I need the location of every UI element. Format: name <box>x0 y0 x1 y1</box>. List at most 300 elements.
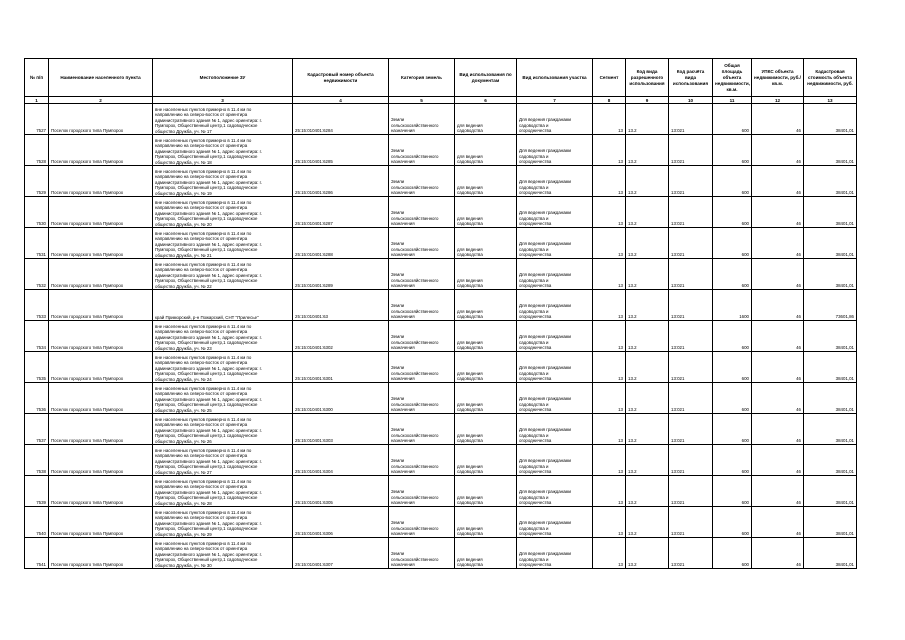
upks: 46 <box>752 414 804 445</box>
plot-use-line: садоводства и <box>519 308 549 314</box>
table-row <box>25 507 857 538</box>
cadastral-number: 25:15:010401:6300 <box>293 383 389 414</box>
table-body <box>25 104 857 569</box>
documented-use-line: садоводства <box>457 314 483 320</box>
location-line: общество Дружба, уч. № 26 <box>155 438 212 444</box>
plot-use <box>517 259 593 290</box>
cadastral-number: 25:15:010401:6303 <box>293 414 389 445</box>
land-category-line: сельскохозяйственного <box>391 308 439 314</box>
land-category <box>389 321 455 352</box>
plot-use-line: Для ведения гражданами <box>519 272 572 278</box>
plot-use-line: Для ведения гражданами <box>519 520 572 526</box>
plot-use-line: садоводства и <box>519 122 549 128</box>
land-category <box>389 352 455 383</box>
documented-use <box>455 259 517 290</box>
location <box>153 507 293 538</box>
header-cell: Вид использования участка <box>517 59 593 97</box>
town-name: Поселок городского типа Пумпорох <box>49 476 153 507</box>
column-number-row <box>25 97 857 104</box>
land-category-line: Земли <box>391 396 405 402</box>
header-cell: Сегмент <box>593 59 626 97</box>
plot-use-line: огородничества <box>519 252 552 258</box>
location-line: направлению на северо-восток от ориентира <box>155 112 248 118</box>
plot-use <box>517 228 593 259</box>
location-line: общество Дружба, уч. № 30 <box>155 562 212 568</box>
town-name: Поселок городского типа Пумпорох <box>49 259 153 290</box>
location-line: Пумпорох, Общественный центр,1 садоводческое <box>155 154 258 160</box>
plot-use-line: садоводства и <box>519 277 549 283</box>
calc-code: 13:021 <box>669 259 713 290</box>
location-line: направлению на северо-восток от ориентира <box>155 267 248 273</box>
documented-use <box>455 197 517 228</box>
cadastral-number: 25:15:010401:6284 <box>293 104 389 135</box>
use-code: 13.2 <box>626 538 669 569</box>
town-name: Поселок городского типа Пумпорох <box>49 383 153 414</box>
row-number: 7528 <box>25 135 49 166</box>
town-name: Поселок городского типа Пумпорох <box>49 414 153 445</box>
upks: 46 <box>752 321 804 352</box>
documented-use <box>455 445 517 476</box>
plot-use-line: Для ведения гражданами <box>519 427 572 433</box>
location-line: направлению на северо-восток от ориентира <box>155 453 248 459</box>
cadastral-cost: 38401,01 <box>804 445 857 476</box>
header-cell: Вид использования по документам <box>455 59 517 97</box>
plot-use <box>517 414 593 445</box>
documented-use-line: для ведения <box>457 184 483 190</box>
location-line: административного здания № 1, адрес ориентира: г. <box>155 427 262 433</box>
plot-use-line: огородничества <box>519 283 552 289</box>
land-category-line: назначения <box>391 407 415 413</box>
plot-use-line: огородничества <box>519 469 552 475</box>
plot-use-line: огородничества <box>519 345 552 351</box>
plot-use-line: Для ведения гражданами <box>519 179 572 185</box>
calc-code: 13:021 <box>669 321 713 352</box>
header-cell: Наименование населенного пункта <box>49 59 153 97</box>
documented-use-line: для ведения <box>457 370 483 376</box>
plot-use-line: Для ведения гражданами <box>519 489 572 495</box>
table-row <box>25 476 857 507</box>
table-row <box>25 352 857 383</box>
land-category <box>389 383 455 414</box>
calc-code: 13:021 <box>669 228 713 259</box>
plot-use-line: Для ведения гражданами <box>519 396 572 402</box>
documented-use-line: садоводства <box>457 283 483 289</box>
plot-use-line: огородничества <box>519 438 552 444</box>
town-name: Поселок городского типа Пумпорох <box>49 166 153 197</box>
cadastral-number: 25:15:010401:6288 <box>293 228 389 259</box>
upks: 46 <box>752 228 804 259</box>
column-number: 5 <box>389 97 455 104</box>
upks: 46 <box>752 166 804 197</box>
area: 600 <box>713 538 752 569</box>
town-name: Поселок городского типа Пумпорох <box>49 445 153 476</box>
location-line: Пумпорох, Общественный центр,1 садоводческое <box>155 247 258 253</box>
row-number: 7536 <box>25 383 49 414</box>
documented-use <box>455 352 517 383</box>
land-category-line: сельскохозяйственного <box>391 122 439 128</box>
land-category-line: сельскохозяйственного <box>391 370 439 376</box>
area: 600 <box>713 259 752 290</box>
location-line: общество Дружба, уч. № 25 <box>155 407 212 413</box>
use-code: 13.2 <box>626 135 669 166</box>
cadastral-cost: 38401,01 <box>804 321 857 352</box>
cadastral-cost: 38401,01 <box>804 538 857 569</box>
upks: 46 <box>752 135 804 166</box>
upks: 46 <box>752 259 804 290</box>
land-category-line: Земли <box>391 458 405 464</box>
location-line: Пумпорох, Общественный центр,1 садоводческое <box>155 185 258 191</box>
documented-use-line: для ведения <box>457 308 483 314</box>
location-line: вне населенных пунктов примерно в 11.4 км по <box>155 478 252 484</box>
upks: 46 <box>752 476 804 507</box>
column-number: 8 <box>593 97 626 104</box>
land-category-line: назначения <box>391 562 415 568</box>
segment: 13 <box>593 197 626 228</box>
documented-use <box>455 476 517 507</box>
row-number: 7533 <box>25 290 49 321</box>
location-line: вне населенных пунктов примерно в 11.4 км по <box>155 261 252 267</box>
column-number: 4 <box>293 97 389 104</box>
location-line: административного здания № 1, адрес ориентира: г. <box>155 210 262 216</box>
segment: 13 <box>593 414 626 445</box>
cadastral-cost: 38401,01 <box>804 476 857 507</box>
plot-use <box>517 445 593 476</box>
land-category-line: сельскохозяйственного <box>391 215 439 221</box>
location <box>153 228 293 259</box>
location-line: вне населенных пунктов примерно в 11.4 км по <box>155 106 252 112</box>
row-number: 7540 <box>25 507 49 538</box>
table-row <box>25 290 857 321</box>
documented-use-line: для ведения <box>457 339 483 345</box>
use-code: 13.2 <box>626 290 669 321</box>
cadastral-number: 25:15:010401:6286 <box>293 166 389 197</box>
land-category-line: Земли <box>391 427 405 433</box>
land-category-line: сельскохозяйственного <box>391 432 439 438</box>
land-category-line: Земли <box>391 334 405 340</box>
calc-code: 13:021 <box>669 507 713 538</box>
plot-use <box>517 538 593 569</box>
use-code: 13.2 <box>626 476 669 507</box>
row-number: 7530 <box>25 197 49 228</box>
location-line: Пумпорох, Общественный центр,1 садоводческое <box>155 340 258 346</box>
location-line: вне населенных пунктов примерно в 11.4 км по <box>155 137 252 143</box>
town-name: Поселок городского типа Пумпорох <box>49 290 153 321</box>
land-category-line: назначения <box>391 531 415 537</box>
header-cell: Кадастровый номер объекта недвижимости <box>293 59 389 97</box>
plot-use-line: Для ведения гражданами <box>519 334 572 340</box>
table-row <box>25 135 857 166</box>
location <box>153 445 293 476</box>
location-line: вне населенных пунктов примерно в 11.4 км по <box>155 199 252 205</box>
documented-use-line: садоводства <box>457 438 483 444</box>
location-line: вне населенных пунктов примерно в 11.4 км по <box>155 323 252 329</box>
plot-use-line: садоводства и <box>519 215 549 221</box>
cadastral-cost: 38401,01 <box>804 352 857 383</box>
header-cell: Категория земель <box>389 59 455 97</box>
plot-use-line: огородничества <box>519 531 552 537</box>
plot-use-line: огородничества <box>519 376 552 382</box>
cadastral-cost: 73601,86 <box>804 290 857 321</box>
row-number: 7535 <box>25 352 49 383</box>
land-category-line: сельскохозяйственного <box>391 277 439 283</box>
segment: 13 <box>593 383 626 414</box>
area: 600 <box>713 104 752 135</box>
plot-use <box>517 290 593 321</box>
location-line: Пумпорох, Общественный центр,1 садоводческое <box>155 402 258 408</box>
plot-use-line: Для ведения гражданами <box>519 551 572 557</box>
documented-use-line: садоводства <box>457 562 483 568</box>
use-code: 13.2 <box>626 104 669 135</box>
land-category <box>389 228 455 259</box>
town-name: Поселок городского типа Пумпорох <box>49 538 153 569</box>
calc-code: 13:021 <box>669 414 713 445</box>
plot-use-line: садоводства и <box>519 525 549 531</box>
plot-use <box>517 383 593 414</box>
land-category-line: назначения <box>391 438 415 444</box>
calc-code: 13:021 <box>669 290 713 321</box>
table-row <box>25 321 857 352</box>
land-category-line: сельскохозяйственного <box>391 525 439 531</box>
location-line: направлению на северо-восток от ориентира <box>155 236 248 242</box>
land-category <box>389 476 455 507</box>
table-row <box>25 197 857 228</box>
location-line: общество Дружба, уч. № 21 <box>155 252 212 258</box>
land-category-line: сельскохозяйственного <box>391 556 439 562</box>
plot-use-line: огородничества <box>519 128 552 134</box>
calc-code: 13:021 <box>669 445 713 476</box>
row-number: 7529 <box>25 166 49 197</box>
header-cell: Код вида разрешенного использования <box>626 59 669 97</box>
land-category-line: Земли <box>391 148 405 154</box>
area: 600 <box>713 197 752 228</box>
location-line: административного здания № 1, адрес ориентира: г. <box>155 396 262 402</box>
documented-use-line: садоводства <box>457 407 483 413</box>
location-line: Пумпорох, Общественный центр,1 садоводческое <box>155 464 258 470</box>
location-line: направлению на северо-восток от ориентира <box>155 329 248 335</box>
land-category-line: сельскохозяйственного <box>391 494 439 500</box>
land-category-line: Земли <box>391 272 405 278</box>
location-line: Пумпорох, Общественный центр,1 садоводческое <box>155 557 258 563</box>
location-line: направлению на северо-восток от ориентира <box>155 174 248 180</box>
area: 600 <box>713 414 752 445</box>
location-line: направлению на северо-восток от ориентира <box>155 515 248 521</box>
location-line: край Приморский, р-н Пожарский, СНТ "Прилесье" <box>155 314 259 320</box>
column-number: 1 <box>25 97 49 104</box>
land-category <box>389 135 455 166</box>
upks: 46 <box>752 507 804 538</box>
location-line: административного здания № 1, адрес ориентира: г. <box>155 551 262 557</box>
header-cell: Кадастровая стоимость объекта недвижимости, руб. <box>804 59 857 97</box>
location-line: направлению на северо-восток от ориентира <box>155 391 248 397</box>
area: 600 <box>713 166 752 197</box>
location-line: вне населенных пунктов примерно в 11.4 км по <box>155 354 252 360</box>
land-category-line: сельскохозяйственного <box>391 153 439 159</box>
location-line: вне населенных пунктов примерно в 11.4 км по <box>155 447 252 453</box>
land-category-line: Земли <box>391 303 405 309</box>
documented-use <box>455 414 517 445</box>
plot-use-line: садоводства и <box>519 494 549 500</box>
documented-use-line: для ведения <box>457 556 483 562</box>
location <box>153 104 293 135</box>
cadastral-number: 25:15:010401:63 <box>293 290 389 321</box>
upks: 46 <box>752 197 804 228</box>
location-line: общество Дружба, уч. № 18 <box>155 159 212 165</box>
documented-use-line: садоводства <box>457 345 483 351</box>
documented-use <box>455 383 517 414</box>
plot-use-line: садоводства и <box>519 370 549 376</box>
segment: 13 <box>593 259 626 290</box>
town-name: Поселок городского типа Пумпорох <box>49 352 153 383</box>
column-number: 7 <box>517 97 593 104</box>
documented-use-line: для ведения <box>457 525 483 531</box>
upks: 46 <box>752 290 804 321</box>
use-code: 13.2 <box>626 414 669 445</box>
plot-use-line: садоводства и <box>519 153 549 159</box>
use-code: 13.2 <box>626 321 669 352</box>
header-cell: Общая площадь объекта недвижимости, кв.м. <box>713 59 752 97</box>
header-cell: № п/п <box>25 59 49 97</box>
use-code: 13.2 <box>626 383 669 414</box>
location-line: общество Дружба, уч. № 27 <box>155 469 212 475</box>
land-category-line: сельскохозяйственного <box>391 401 439 407</box>
area: 600 <box>713 476 752 507</box>
documented-use-line: для ведения <box>457 401 483 407</box>
use-code: 13.2 <box>626 507 669 538</box>
town-name: Поселок городского типа Пумпорох <box>49 228 153 259</box>
plot-use-line: Для ведения гражданами <box>519 241 572 247</box>
column-number: 2 <box>49 97 153 104</box>
cadastral-number: 25:15:010401:6289 <box>293 259 389 290</box>
documented-use-line: садоводства <box>457 159 483 165</box>
location-line: вне населенных пунктов примерно в 11.4 км по <box>155 416 252 422</box>
location-line: Пумпорох, Общественный центр,1 садоводческое <box>155 433 258 439</box>
land-category-line: Земли <box>391 117 405 123</box>
land-category <box>389 104 455 135</box>
calc-code: 13:021 <box>669 135 713 166</box>
location-line: направлению на северо-восток от ориентира <box>155 205 248 211</box>
documented-use-line: для ведения <box>457 153 483 159</box>
location-line: административного здания № 1, адрес ориентира: г. <box>155 365 262 371</box>
segment: 13 <box>593 538 626 569</box>
row-number: 7531 <box>25 228 49 259</box>
segment: 13 <box>593 352 626 383</box>
documented-use-line: для ведения <box>457 432 483 438</box>
plot-use-line: садоводства и <box>519 432 549 438</box>
plot-use <box>517 166 593 197</box>
location <box>153 135 293 166</box>
plot-use <box>517 104 593 135</box>
location <box>153 383 293 414</box>
segment: 13 <box>593 476 626 507</box>
segment: 13 <box>593 228 626 259</box>
column-number: 10 <box>669 97 713 104</box>
segment: 13 <box>593 135 626 166</box>
land-category-line: сельскохозяйственного <box>391 184 439 190</box>
calc-code: 13:021 <box>669 538 713 569</box>
location-line: общество Дружба, уч. № 20 <box>155 221 212 227</box>
cadastral-cost: 38401,01 <box>804 104 857 135</box>
calc-code: 13:021 <box>669 166 713 197</box>
location-line: направлению на северо-восток от ориентира <box>155 546 248 552</box>
column-number: 9 <box>626 97 669 104</box>
documented-use-line: садоводства <box>457 376 483 382</box>
location-line: Пумпорох, Общественный центр,1 садоводческое <box>155 526 258 532</box>
plot-use-line: садоводства и <box>519 556 549 562</box>
column-number: 13 <box>804 97 857 104</box>
location-line: Пумпорох, Общественный центр,1 садоводческое <box>155 371 258 377</box>
cadastral-cost: 38401,01 <box>804 197 857 228</box>
table-row <box>25 104 857 135</box>
segment: 13 <box>593 104 626 135</box>
documented-use-line: для ведения <box>457 246 483 252</box>
location-line: общество Дружба, уч. № 19 <box>155 190 212 196</box>
plot-use-line: огородничества <box>519 314 552 320</box>
table-row <box>25 445 857 476</box>
area: 600 <box>713 135 752 166</box>
plot-use-line: садоводства и <box>519 339 549 345</box>
table-row <box>25 166 857 197</box>
plot-use-line: огородничества <box>519 562 552 568</box>
plot-use <box>517 321 593 352</box>
location <box>153 414 293 445</box>
documented-use-line: садоводства <box>457 500 483 506</box>
cadastral-cost: 38401,01 <box>804 228 857 259</box>
location <box>153 197 293 228</box>
plot-use-line: огородничества <box>519 190 552 196</box>
location-line: административного здания № 1, адрес ориентира: г. <box>155 489 262 495</box>
cadastral-number: 25:15:010401:6307 <box>293 538 389 569</box>
plot-use-line: Для ведения гражданами <box>519 458 572 464</box>
land-category-line: назначения <box>391 469 415 475</box>
land-category-line: назначения <box>391 314 415 320</box>
location-line: направлению на северо-восток от ориентира <box>155 360 248 366</box>
area: 600 <box>713 352 752 383</box>
location-line: Пумпорох, Общественный центр,1 садоводческое <box>155 278 258 284</box>
location-line: общество Дружба, уч. № 17 <box>155 128 212 134</box>
documented-use <box>455 321 517 352</box>
area: 600 <box>713 228 752 259</box>
land-category-line: назначения <box>391 500 415 506</box>
location-line: общество Дружба, уч. № 28 <box>155 500 212 506</box>
segment: 13 <box>593 507 626 538</box>
location-line: Пумпорох, Общественный центр,1 садоводческое <box>155 495 258 501</box>
location-line: направлению на северо-восток от ориентира <box>155 143 248 149</box>
plot-use <box>517 352 593 383</box>
upks: 46 <box>752 352 804 383</box>
location-line: административного здания № 1, адрес ориентира: г. <box>155 117 262 123</box>
area: 600 <box>713 445 752 476</box>
land-category <box>389 414 455 445</box>
plot-use-line: огородничества <box>519 407 552 413</box>
location-line: административного здания № 1, адрес ориентира: г. <box>155 272 262 278</box>
documented-use-line: садоводства <box>457 469 483 475</box>
documented-use <box>455 166 517 197</box>
header-cell: Местоположение ЗУ <box>153 59 293 97</box>
plot-use-line: Для ведения гражданами <box>519 117 572 123</box>
calc-code: 13:021 <box>669 352 713 383</box>
cadastral-table <box>24 58 857 569</box>
area: 600 <box>713 321 752 352</box>
use-code: 13.2 <box>626 352 669 383</box>
segment: 13 <box>593 166 626 197</box>
land-category-line: назначения <box>391 221 415 227</box>
land-category-line: назначения <box>391 190 415 196</box>
town-name: Поселок городского типа Пумпорох <box>49 135 153 166</box>
land-category-line: назначения <box>391 345 415 351</box>
land-category <box>389 166 455 197</box>
plot-use-line: огородничества <box>519 221 552 227</box>
use-code: 13.2 <box>626 197 669 228</box>
